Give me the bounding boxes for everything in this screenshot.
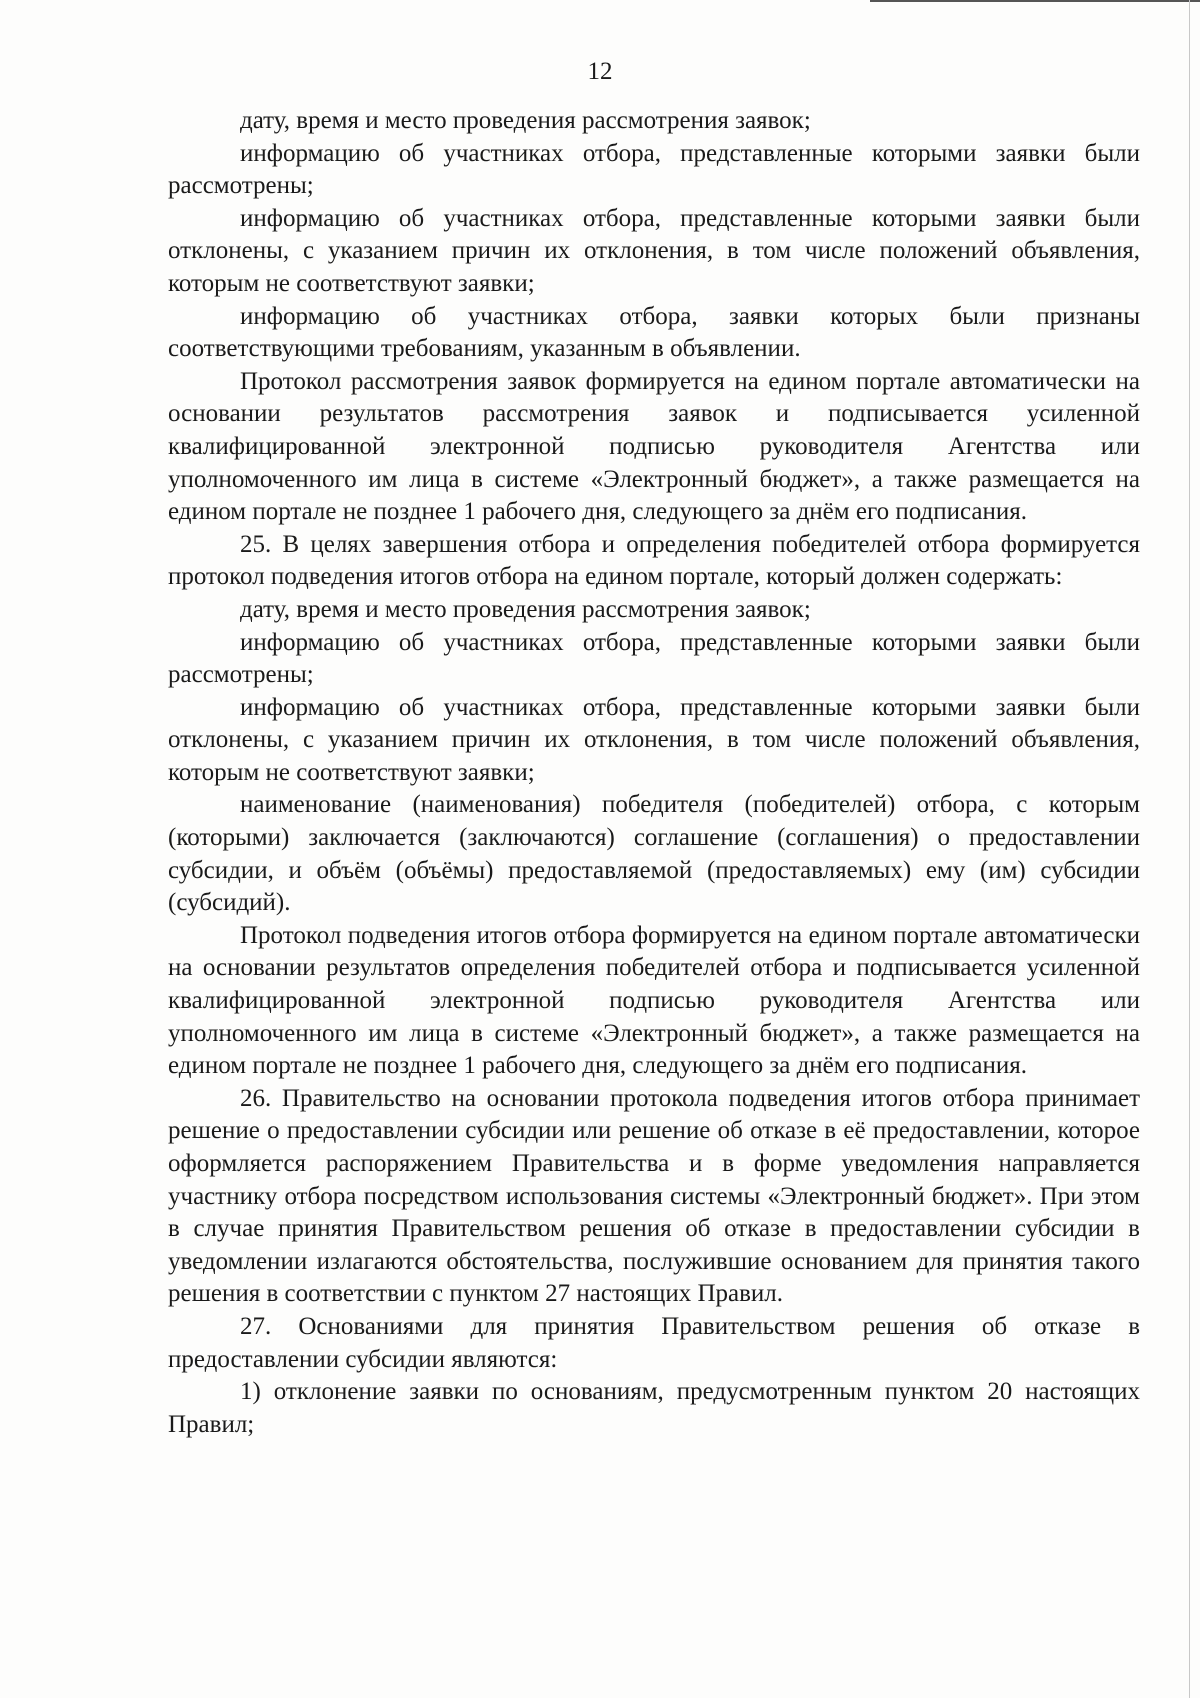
paragraph: Протокол рассмотрения заявок формируется на едином портале автоматически на основании результатов рассмотрения заявок и подписывается усиленной квалифицированной электронной подписью руководителя Агентства или уполномоченного им лица в системе «Электронный бюджет», а также размещается на едином портале не позднее 1 рабочего дня, следующего за днём его подписания. [168,367,1140,526]
paragraph: информацию об участниках отбора, представленные которыми заявки были рассмотрены; [168,628,1140,689]
section-27-paragraph: 27. Основаниями для принятия Правительством решения об отказе в предоставлении субсидии являются: [168,1312,1140,1373]
list-item: 1) отклонение заявки по основаниям, предусмотренным пунктом 20 настоящих Правил; [168,1378,1140,1438]
paragraph: Протокол подведения итогов отбора формируется на едином портале автоматически на основании результатов определения победителей отбора и подписывается усиленной квалифицированной электронной подписью руководителя Агентства или уполномоченного им лица в системе «Электронный бюджет», а также размещается на едином портале не позднее 1 рабочего дня, следующего за днём его подписания. [168,921,1140,1080]
paragraph: информацию об участниках отбора, представленные которыми заявки были отклонены, с указанием причин их отклонения, в том числе положений объявления, которым не соответствуют заявки; [168,693,1140,786]
paragraph: наименование (наименования) победителя (победителей) отбора, с которым (которыми) заключается (заключаются) соглашение (соглашения) о предоставлении субсидии, и объём (объёмы) предоставляемой (предоставляемых) ему (им) субсидии (субсидий). [168,791,1140,917]
document-body [168,105,1140,1441]
page-edge-right [1189,0,1190,1698]
paragraph: дату, время и место проведения рассмотрения заявок; [240,107,811,134]
paragraph: информацию об участниках отбора, представленные которыми заявки были рассмотрены; [168,139,1140,200]
section-26-paragraph: 26. Правительство на основании протокола подведения итогов отбора принимает решение о предоставлении субсидии или решение об отказе в её предоставлении, которое оформляется распоряжением Правительства и в форме уведомления направляется участнику отбора посредством использования системы «Электронный бюджет». При этом в случае принятия Правительством решения об отказе в предоставлении субсидии в уведомлении излагаются обстоятельства, послужившие основанием для принятия такого решения в соответствии с пунктом 27 настоящих Правил. [168,1084,1140,1308]
paragraph: дату, время и место проведения рассмотрения заявок; [240,595,811,623]
paragraph: информацию об участниках отбора, заявки которых были признаны соответствующими требованиям, указанным в объявлении. [168,302,1140,363]
page-edge-top [870,0,1200,2]
section-25-paragraph: 25. В целях завершения отбора и определения победителей отбора формируется протокол подведения итогов отбора на едином портале, который должен содержать: [168,530,1140,591]
paragraph: информацию об участниках отбора, представленные которыми заявки были отклонены, с указанием причин их отклонения, в том числе положений объявления, которым не соответствуют заявки; [168,204,1140,297]
page-number: 12 [587,58,613,85]
